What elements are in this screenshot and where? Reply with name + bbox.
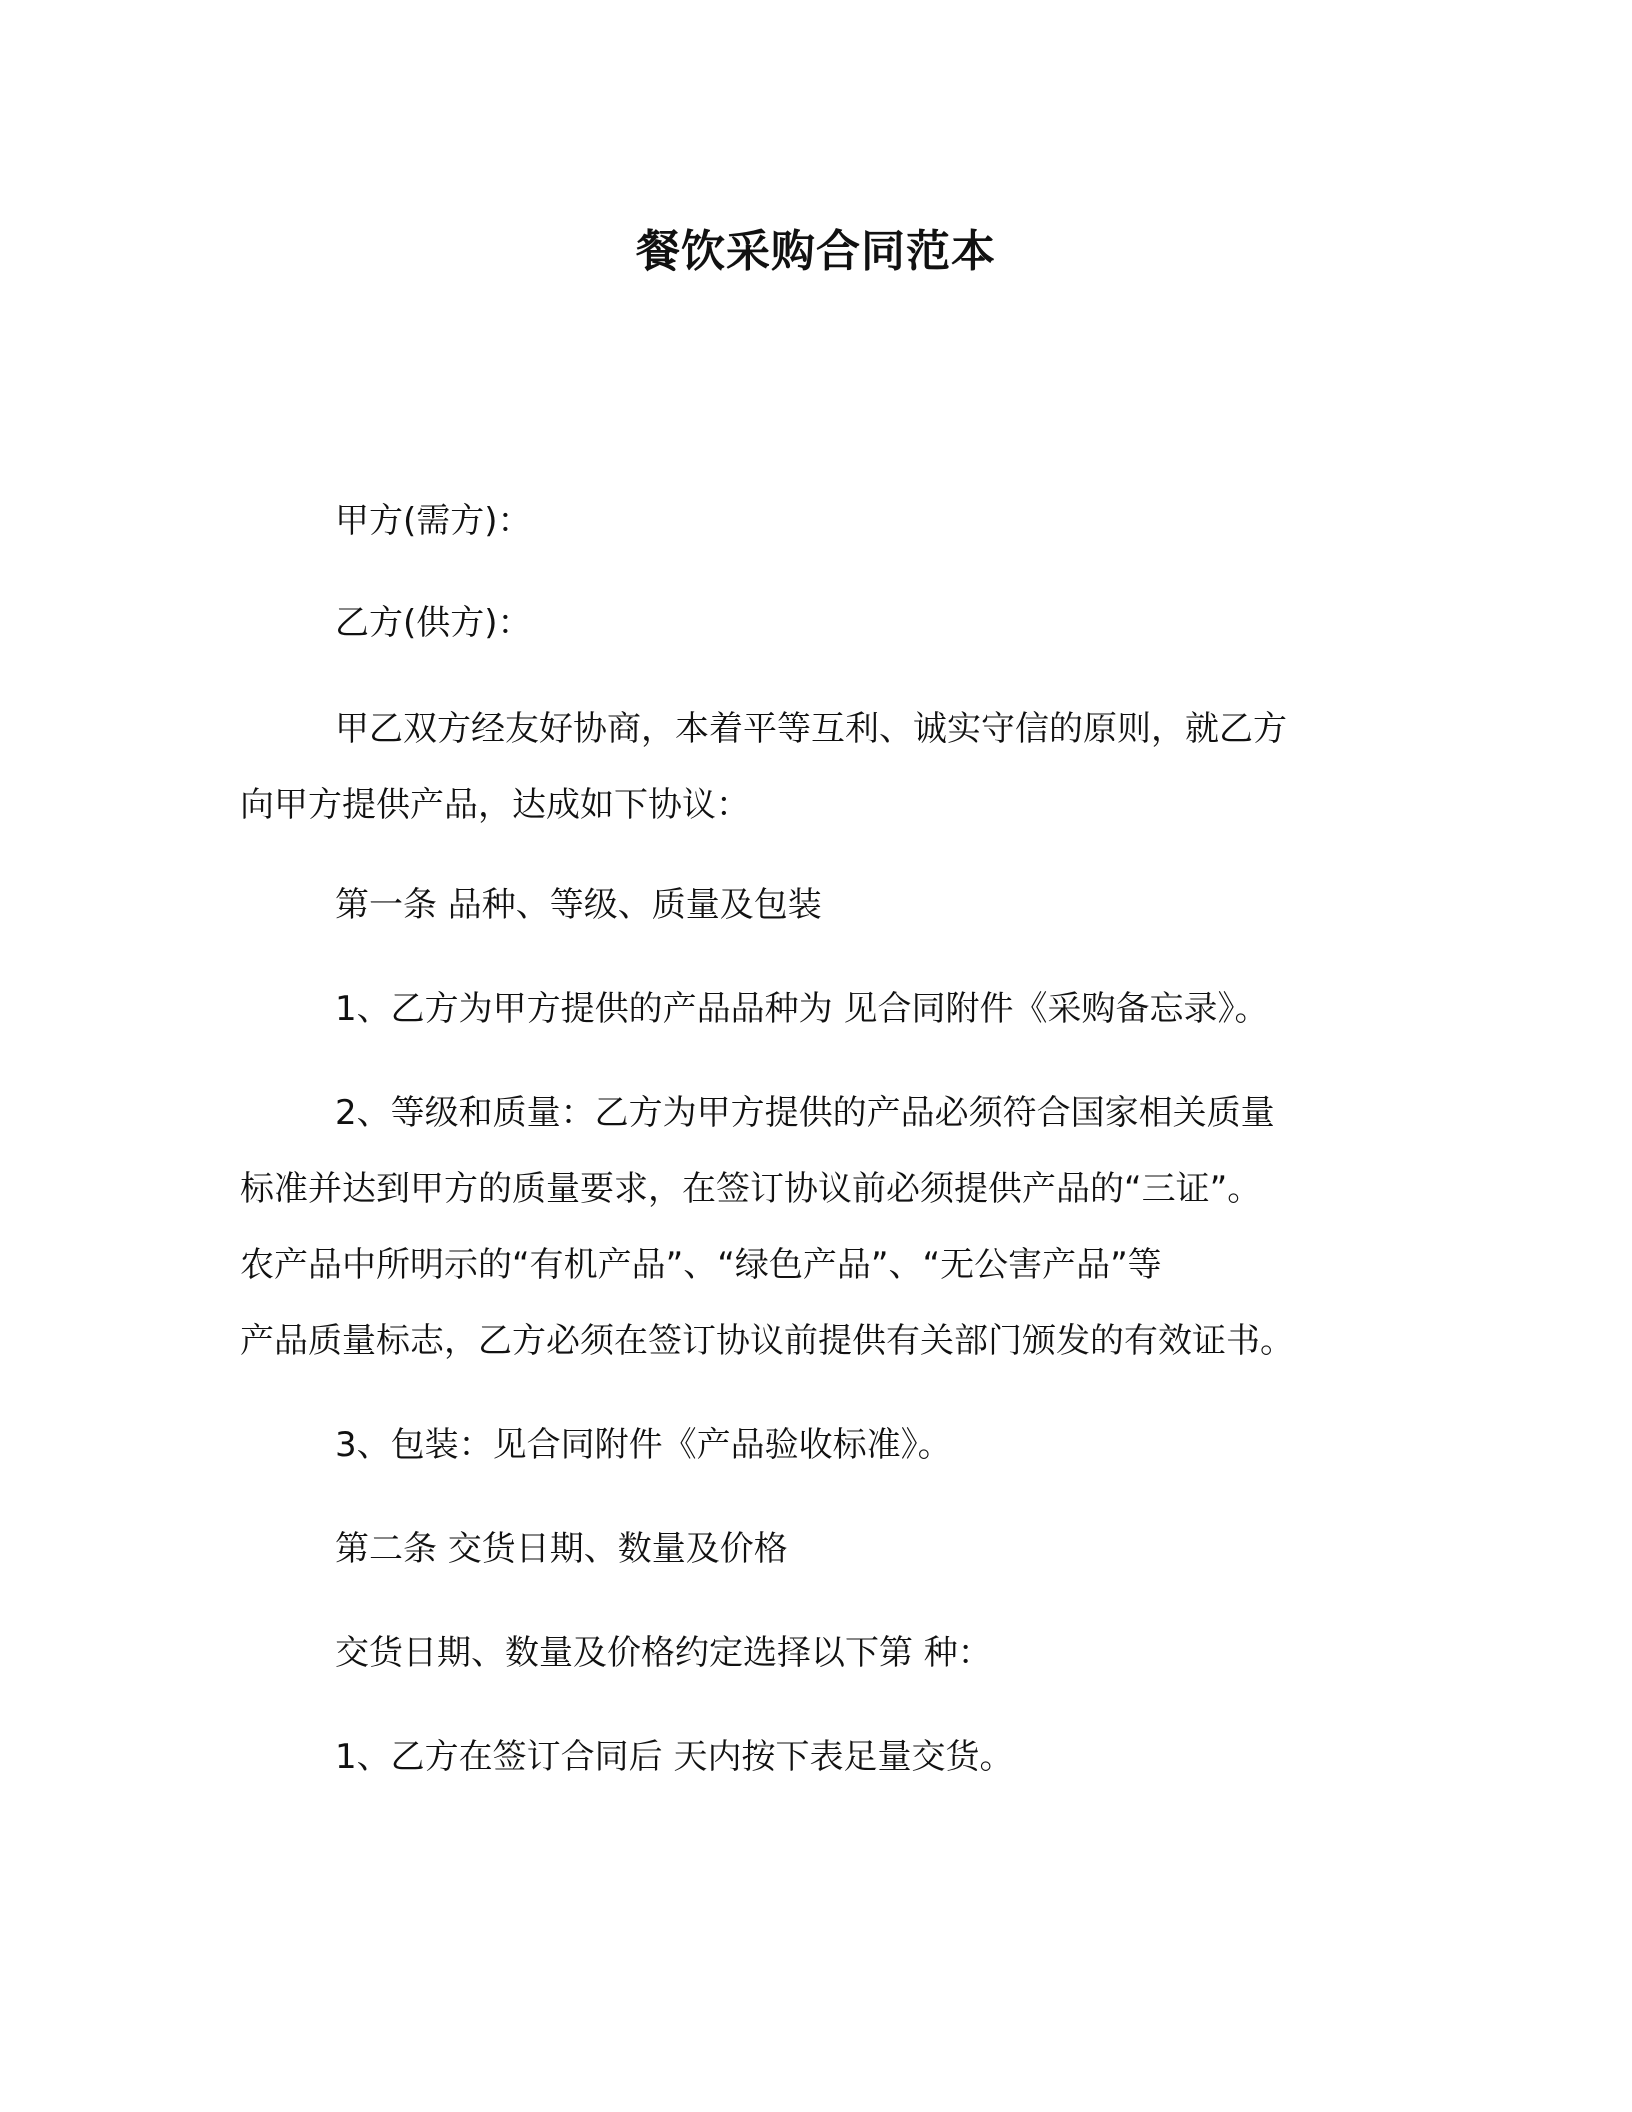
party-a-line: 甲方(需方)： xyxy=(335,501,532,541)
clause-1-2-line-1: 2、等级和质量：乙方为甲方提供的产品必须符合国家相关质量 xyxy=(335,1093,1275,1133)
clause-1-3: 3、包装：见合同附件《产品验收标准》。 xyxy=(335,1425,952,1465)
delivery-option-line: 交货日期、数量及价格约定选择以下第 种： xyxy=(335,1633,992,1673)
clause-1-1: 1、乙方为甲方提供的产品品种为 见合同附件《采购备忘录》。 xyxy=(335,989,1269,1029)
clause-1-2-line-2: 标准并达到甲方的质量要求，在签订协议前必须提供产品的“三证”。 xyxy=(240,1169,1262,1209)
article-2-heading: 第二条 交货日期、数量及价格 xyxy=(335,1529,788,1569)
document-title: 餐饮采购合同范本 xyxy=(636,226,996,277)
preamble-line-1: 甲乙双方经友好协商，本着平等互利、诚实守信的原则，就乙方 xyxy=(335,709,1287,749)
clause-1-2-line-3: 农产品中所明示的“有机产品”、“绿色产品”、“无公害产品”等 xyxy=(240,1245,1162,1285)
clause-2-1: 1、乙方在签订合同后 天内按下表足量交货。 xyxy=(335,1737,1014,1777)
clause-1-2-line-4: 产品质量标志，乙方必须在签订协议前提供有关部门颁发的有效证书。 xyxy=(240,1321,1294,1361)
article-1-heading: 第一条 品种、等级、质量及包装 xyxy=(335,885,822,925)
preamble-line-2: 向甲方提供产品，达成如下协议： xyxy=(240,785,750,825)
party-b-line: 乙方(供方)： xyxy=(335,603,532,643)
